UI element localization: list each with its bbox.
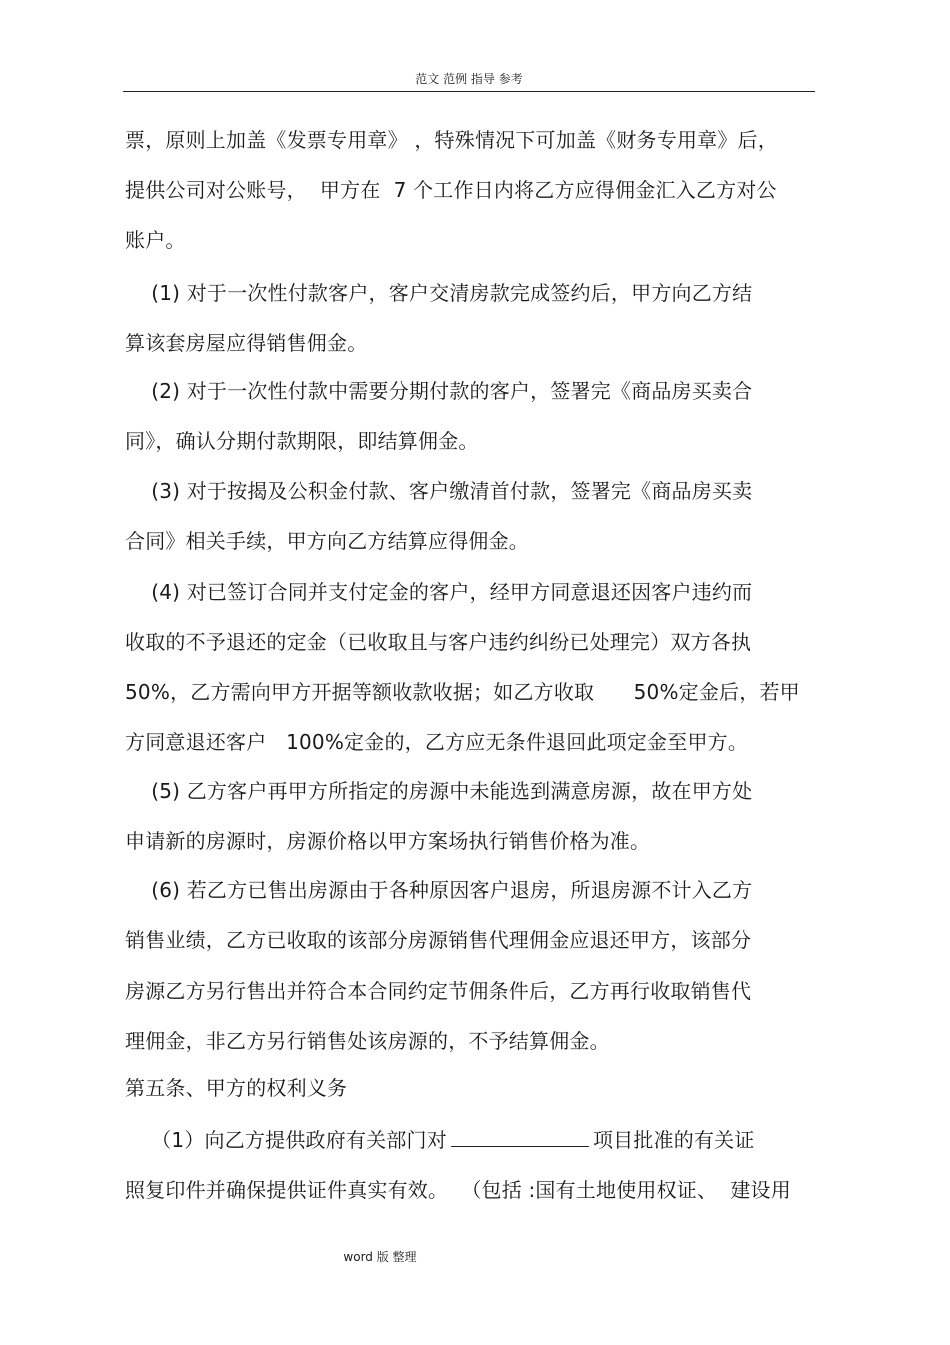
text-line: 同》，确认分期付款期限，即结算佣金。 [125,429,479,453]
text-line: 提供公司对公账号， 甲方在 7 个工作日内将乙方应得佣金汇入乙方对公 [125,178,777,202]
text-line: 房源乙方另行售出并符合本合同约定节佣条件后，乙方再行收取销售代 [125,979,752,1003]
text-line: (5) 乙方客户再甲方所指定的房源中未能选到满意房源，故在甲方处 [125,779,753,803]
text-line: 票，原则上加盖《发票专用章》 ，特殊情况下可加盖《财务专用章》后， [125,128,778,152]
text-line: 销售业绩，乙方已收取的该部分房源销售代理佣金应退还甲方，该部分 [125,928,752,952]
text-line: 理佣金，非乙方另行销售处该房源的，不予结算佣金。 [125,1029,610,1053]
item1-suffix: 项目批准的有关证 [592,1128,755,1152]
item1-prefix: （1）向乙方提供政府有关部门对 [125,1128,447,1152]
section-heading: 第五条、甲方的权利义务 [125,1076,348,1100]
text-line-with-blank [125,1128,755,1152]
page-footer: word 版 整理 [343,1250,417,1264]
text-line: (3) 对于按揭及公积金付款、客户缴清首付款，签署完《商品房买卖 [125,479,753,503]
text-line: (6) 若乙方已售出房源由于各种原因客户退房，所退房源不计入乙方 [125,878,753,902]
text-line: 申请新的房源时，房源价格以甲方案场执行销售价格为准。 [125,829,651,853]
header-divider [123,91,815,92]
text-line: 算该套房屋应得销售佣金。 [125,331,368,355]
text-line: 方同意退还客户 100%定金的，乙方应无条件退回此项定金至甲方。 [125,730,749,754]
text-line: (1) 对于一次性付款客户，客户交清房款完成签约后，甲方向乙方结 [125,281,753,305]
text-line: 账户。 [125,228,186,252]
text-line: (4) 对已签订合同并支付定金的客户，经甲方同意退还因客户违约而 [125,580,753,604]
text-line: 合同》相关手续，甲方向乙方结算应得佣金。 [125,529,529,553]
text-line: (2) 对于一次性付款中需要分期付款的客户，签署完《商品房买卖合 [125,379,753,403]
text-line: 收取的不予退还的定金（已收取且与客户违约纠纷已处理完）双方各执 [125,630,752,654]
page-header: 范文 范例 指导 参考 [415,72,523,86]
text-line: 50%，乙方需向甲方开据等额收款收据；如乙方收取 50%定金后，若甲 [125,680,800,704]
text-line: 照复印件并确保提供证件真实有效。 （包括 :国有土地使用权证、 建设用 [125,1178,791,1202]
fill-in-blank [451,1128,589,1147]
